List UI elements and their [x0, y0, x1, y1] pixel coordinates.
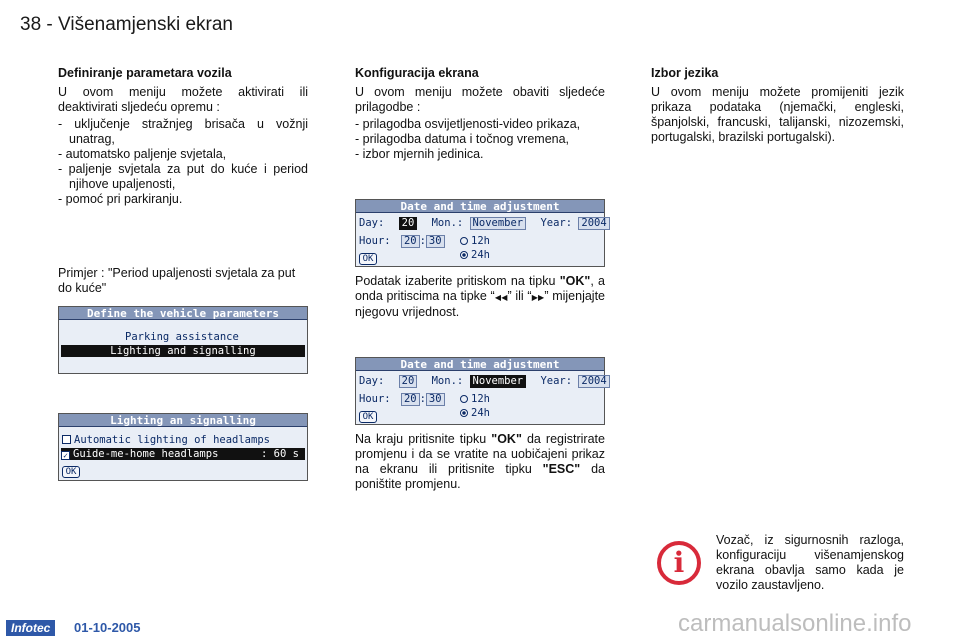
hour-field: 20: [401, 235, 420, 248]
lcd-title: Define the vehicle parameters: [59, 307, 307, 320]
forward-icon: ▶▶: [531, 293, 545, 302]
auto-lighting-label: Automatic lighting of headlamps: [74, 434, 270, 446]
vehicle-params-heading: Definiranje parametara vozila: [58, 66, 232, 80]
radio-icon: [460, 237, 468, 245]
day-field: 20: [399, 375, 418, 388]
vehicle-params-intro: U ovom meniju možete aktivirati ili deaktivirati sljedeću opremu :: [58, 85, 308, 114]
ok-button-icon: OK: [62, 466, 80, 478]
list-item: - prilagodba datuma i točnog vremena,: [355, 132, 605, 147]
list-item: - prilagodba osvijetljenosti-video prikaza,: [355, 117, 605, 132]
infotec-logo: Infotec: [6, 620, 55, 636]
safety-warning: Vozač, iz sigurnosnih razloga, konfiguraciju višenamjenskog ekrana obavlja samo kada je vozilo zaustavljeno.: [716, 533, 904, 592]
checkbox-icon: [62, 435, 71, 444]
hour-label: Hour:: [359, 235, 391, 247]
radio-selected-icon: [460, 409, 468, 417]
lcd-title: Date and time adjustment: [356, 358, 604, 371]
ok-key-label: "OK": [491, 432, 522, 446]
display-config-intro: U ovom meniju možete obaviti sljedeće prilagodbe :: [355, 85, 605, 114]
display-config-section: [355, 66, 605, 162]
language-heading: Izbor jezika: [651, 66, 719, 80]
finish-instructions: Na kraju pritisnite tipku "OK" da registrirate promjenu i da se vratite na uobičajeni prikaz na ekranu ili pritisnite tipku "ESC" da poništite promjenu.: [355, 432, 605, 491]
esc-key-label: "ESC": [542, 462, 581, 476]
lcd-params-screen: [58, 306, 308, 374]
guide-me-home-label: Guide-me-home headlamps: [73, 448, 219, 460]
month-label: Mon.:: [431, 217, 464, 229]
info-icon: i: [657, 541, 701, 585]
list-item: - paljenje svjetala za put do kuće i period njihove upaljenosti,: [58, 162, 308, 192]
month-label: Mon.:: [431, 375, 464, 387]
minute-field: 30: [426, 393, 445, 406]
watermark: carmanualsonline.info: [678, 610, 912, 637]
day-label: Day:: [359, 375, 385, 387]
select-instructions: Podatak izaberite pritiskom na tipku "OK", a onda pritiscima na tipke “◀◀” ili “▶▶” mijenjajte njegovu vrijednost.: [355, 274, 605, 319]
day-field: 20: [399, 217, 418, 230]
minute-field: 30: [426, 235, 445, 248]
checkbox-checked-icon: ✓: [61, 451, 70, 460]
language-section: [651, 66, 904, 147]
display-config-heading: Konfiguracija ekrana: [355, 66, 479, 80]
radio-selected-icon: [460, 251, 468, 259]
ok-key-label: "OK": [559, 274, 591, 288]
page-title: 38 - Višenamjenski ekran: [20, 14, 233, 35]
month-field: November: [470, 217, 527, 230]
format-24h-label: 24h: [471, 407, 490, 419]
menu-item-parking: Parking assistance: [125, 331, 239, 343]
vehicle-params-list: [58, 117, 308, 207]
year-field: 2004: [578, 375, 609, 388]
lcd-datetime-month-screen: Date and time adjustment Day: 20 Mon.: November Year: 2004 Hour: 20 : 30 12h 24h OK: [355, 357, 605, 425]
year-label: Year:: [540, 375, 573, 387]
list-item: - automatsko paljenje svjetala,: [58, 147, 308, 162]
footer-date: 01-10-2005: [74, 620, 141, 635]
menu-item-lighting: Lighting and signalling: [61, 345, 305, 357]
format-12h-label: 12h: [471, 235, 490, 247]
language-text: U ovom meniju možete promijeniti jezik prikaza podataka (njemački, engleski, španjolski, francuski, talijanski, nizozemski, portugalski, brazilski portugalski).: [651, 85, 904, 144]
duration-value: : 60 s: [261, 448, 299, 460]
lcd-title: Lighting an signalling: [59, 414, 307, 427]
rewind-icon: ◀◀: [494, 293, 508, 302]
lcd-datetime-screen: Date and time adjustment Day: 20 Mon.: November Year: 2004 Hour: 20 : 30 12h 24h OK: [355, 199, 605, 267]
format-24h-label: 24h: [471, 249, 490, 261]
display-config-list: [355, 117, 605, 162]
example-text: Primjer : "Period upaljenosti svjetala za put do kuće": [58, 266, 296, 295]
month-field: November: [470, 375, 527, 388]
ok-button-icon: OK: [359, 253, 377, 265]
day-label: Day:: [359, 217, 385, 229]
ok-button-icon: OK: [359, 411, 377, 423]
lcd-lighting-screen: [58, 413, 308, 481]
radio-icon: [460, 395, 468, 403]
year-label: Year:: [540, 217, 573, 229]
hour-label: Hour:: [359, 393, 391, 405]
vehicle-params-section: [58, 66, 308, 207]
list-item: - izbor mjernih jedinica.: [355, 147, 605, 162]
list-item: - pomoć pri parkiranju.: [58, 192, 308, 207]
hour-field: 20: [401, 393, 420, 406]
list-item: - uključenje stražnjeg brisača u vožnji unatrag,: [58, 117, 308, 147]
format-12h-label: 12h: [471, 393, 490, 405]
year-field: 2004: [578, 217, 609, 230]
lcd-title: Date and time adjustment: [356, 200, 604, 213]
